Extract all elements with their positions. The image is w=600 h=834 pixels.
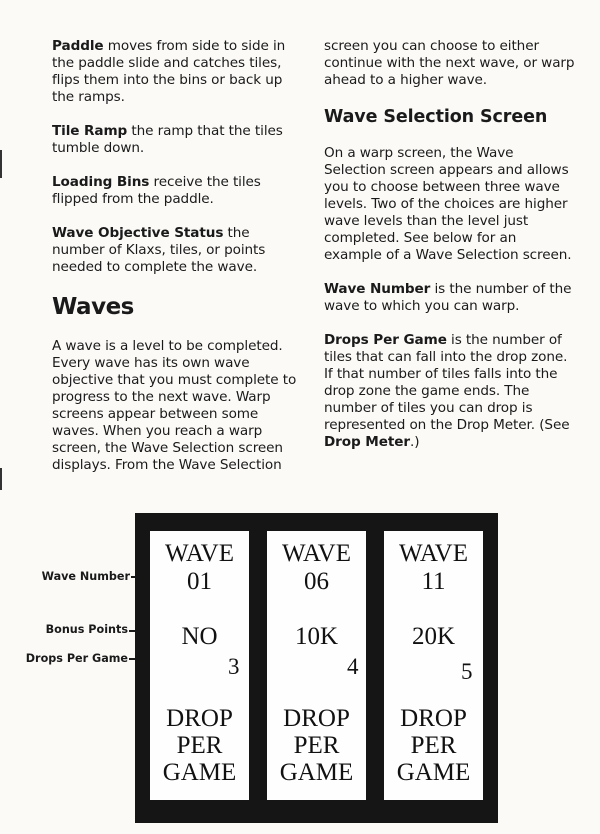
wave-number: 06 [304, 568, 329, 595]
right-column [324, 38, 576, 468]
wave-number-term: Wave Number [324, 281, 431, 297]
waves-paragraph: A wave is a level to be completed. Every wave has its own wave objective that you must complete to progress to the next wave. Warp screens appear between some waves. When you reach a warp screen, the Wave Selection screen displays. From the Wave Selection [52, 338, 297, 473]
wave-number: 01 [187, 568, 212, 595]
drop-label-line-1: DROP [283, 705, 350, 732]
drop-label-line-3: GAME [162, 759, 237, 786]
left-column [52, 38, 304, 491]
drop-label-line-2: PER [293, 732, 340, 759]
page-edge-mark [0, 468, 2, 490]
loading-bins-paragraph: Loading Bins receive the tiles flipped from the paddle. [52, 174, 261, 207]
continued-paragraph: screen you can choose to either continue with the next wave, or warp ahead to a higher wave. [324, 38, 575, 88]
bonus-points: 10K [294, 623, 339, 650]
wave-label: WAVE [165, 540, 234, 567]
bonus-points: NO [181, 623, 218, 650]
wave-label: WAVE [399, 540, 468, 567]
wave-selection-paragraph: On a warp screen, the Wave Selection screen appears and allows you to choose between three wave levels. Two of the choices are higher wave levels than the level just completed. See below for an example of a Wave Selection screen. [324, 145, 572, 263]
wave-number: 11 [421, 568, 446, 595]
wave-option-panel [150, 531, 249, 800]
paddle-term: Paddle [52, 38, 104, 54]
callout-drops-per-game: Drops Per Game [25, 652, 128, 665]
callout-bonus-points: Bonus Points [45, 623, 128, 636]
drops-value: 5 [461, 659, 473, 684]
bonus-points: 20K [411, 623, 456, 650]
wave-selection-heading: Wave Selection Screen [324, 107, 548, 127]
drop-label-line-2: PER [410, 732, 457, 759]
wave-objective-paragraph: Wave Objective Status the number of Klaxs, tiles, or points needed to complete the wave. [52, 225, 266, 275]
paddle-paragraph: Paddle moves from side to side in the paddle slide and catches tiles, flips them into the bins or back up the ramps. [52, 38, 286, 105]
drop-label-line-1: DROP [400, 705, 467, 732]
loading-bins-term: Loading Bins [52, 174, 150, 190]
drops-value: 4 [347, 654, 359, 679]
callout-wave-number: Wave Number [41, 570, 130, 583]
wave-selection-screen [135, 513, 498, 823]
drops-value: 3 [228, 654, 240, 679]
tile-ramp-term: Tile Ramp [52, 123, 128, 139]
drop-meter-term: Drop Meter [324, 434, 410, 450]
wave-number-paragraph: Wave Number is the number of the wave to which you can warp. [324, 281, 572, 314]
wave-option-panel [384, 531, 483, 800]
wave-objective-term: Wave Objective Status [52, 225, 224, 241]
waves-heading: Waves [52, 294, 134, 320]
drops-term: Drops Per Game [324, 332, 447, 348]
wave-label: WAVE [282, 540, 351, 567]
wave-option-panel [267, 531, 366, 800]
tile-ramp-paragraph: Tile Ramp the ramp that the tiles tumble down. [52, 123, 283, 156]
drop-label-line-3: GAME [279, 759, 354, 786]
page-edge-mark [0, 150, 2, 178]
drops-paragraph: Drops Per Game is the number of tiles that can fall into the drop zone. If that number of tiles falls into the drop zone the game ends. The number of tiles you can drop is represented on the Drop Meter. (See Drop Meter.) [324, 332, 570, 450]
drop-label-line-2: PER [176, 732, 223, 759]
drop-label-line-1: DROP [166, 705, 233, 732]
drop-label-line-3: GAME [396, 759, 471, 786]
